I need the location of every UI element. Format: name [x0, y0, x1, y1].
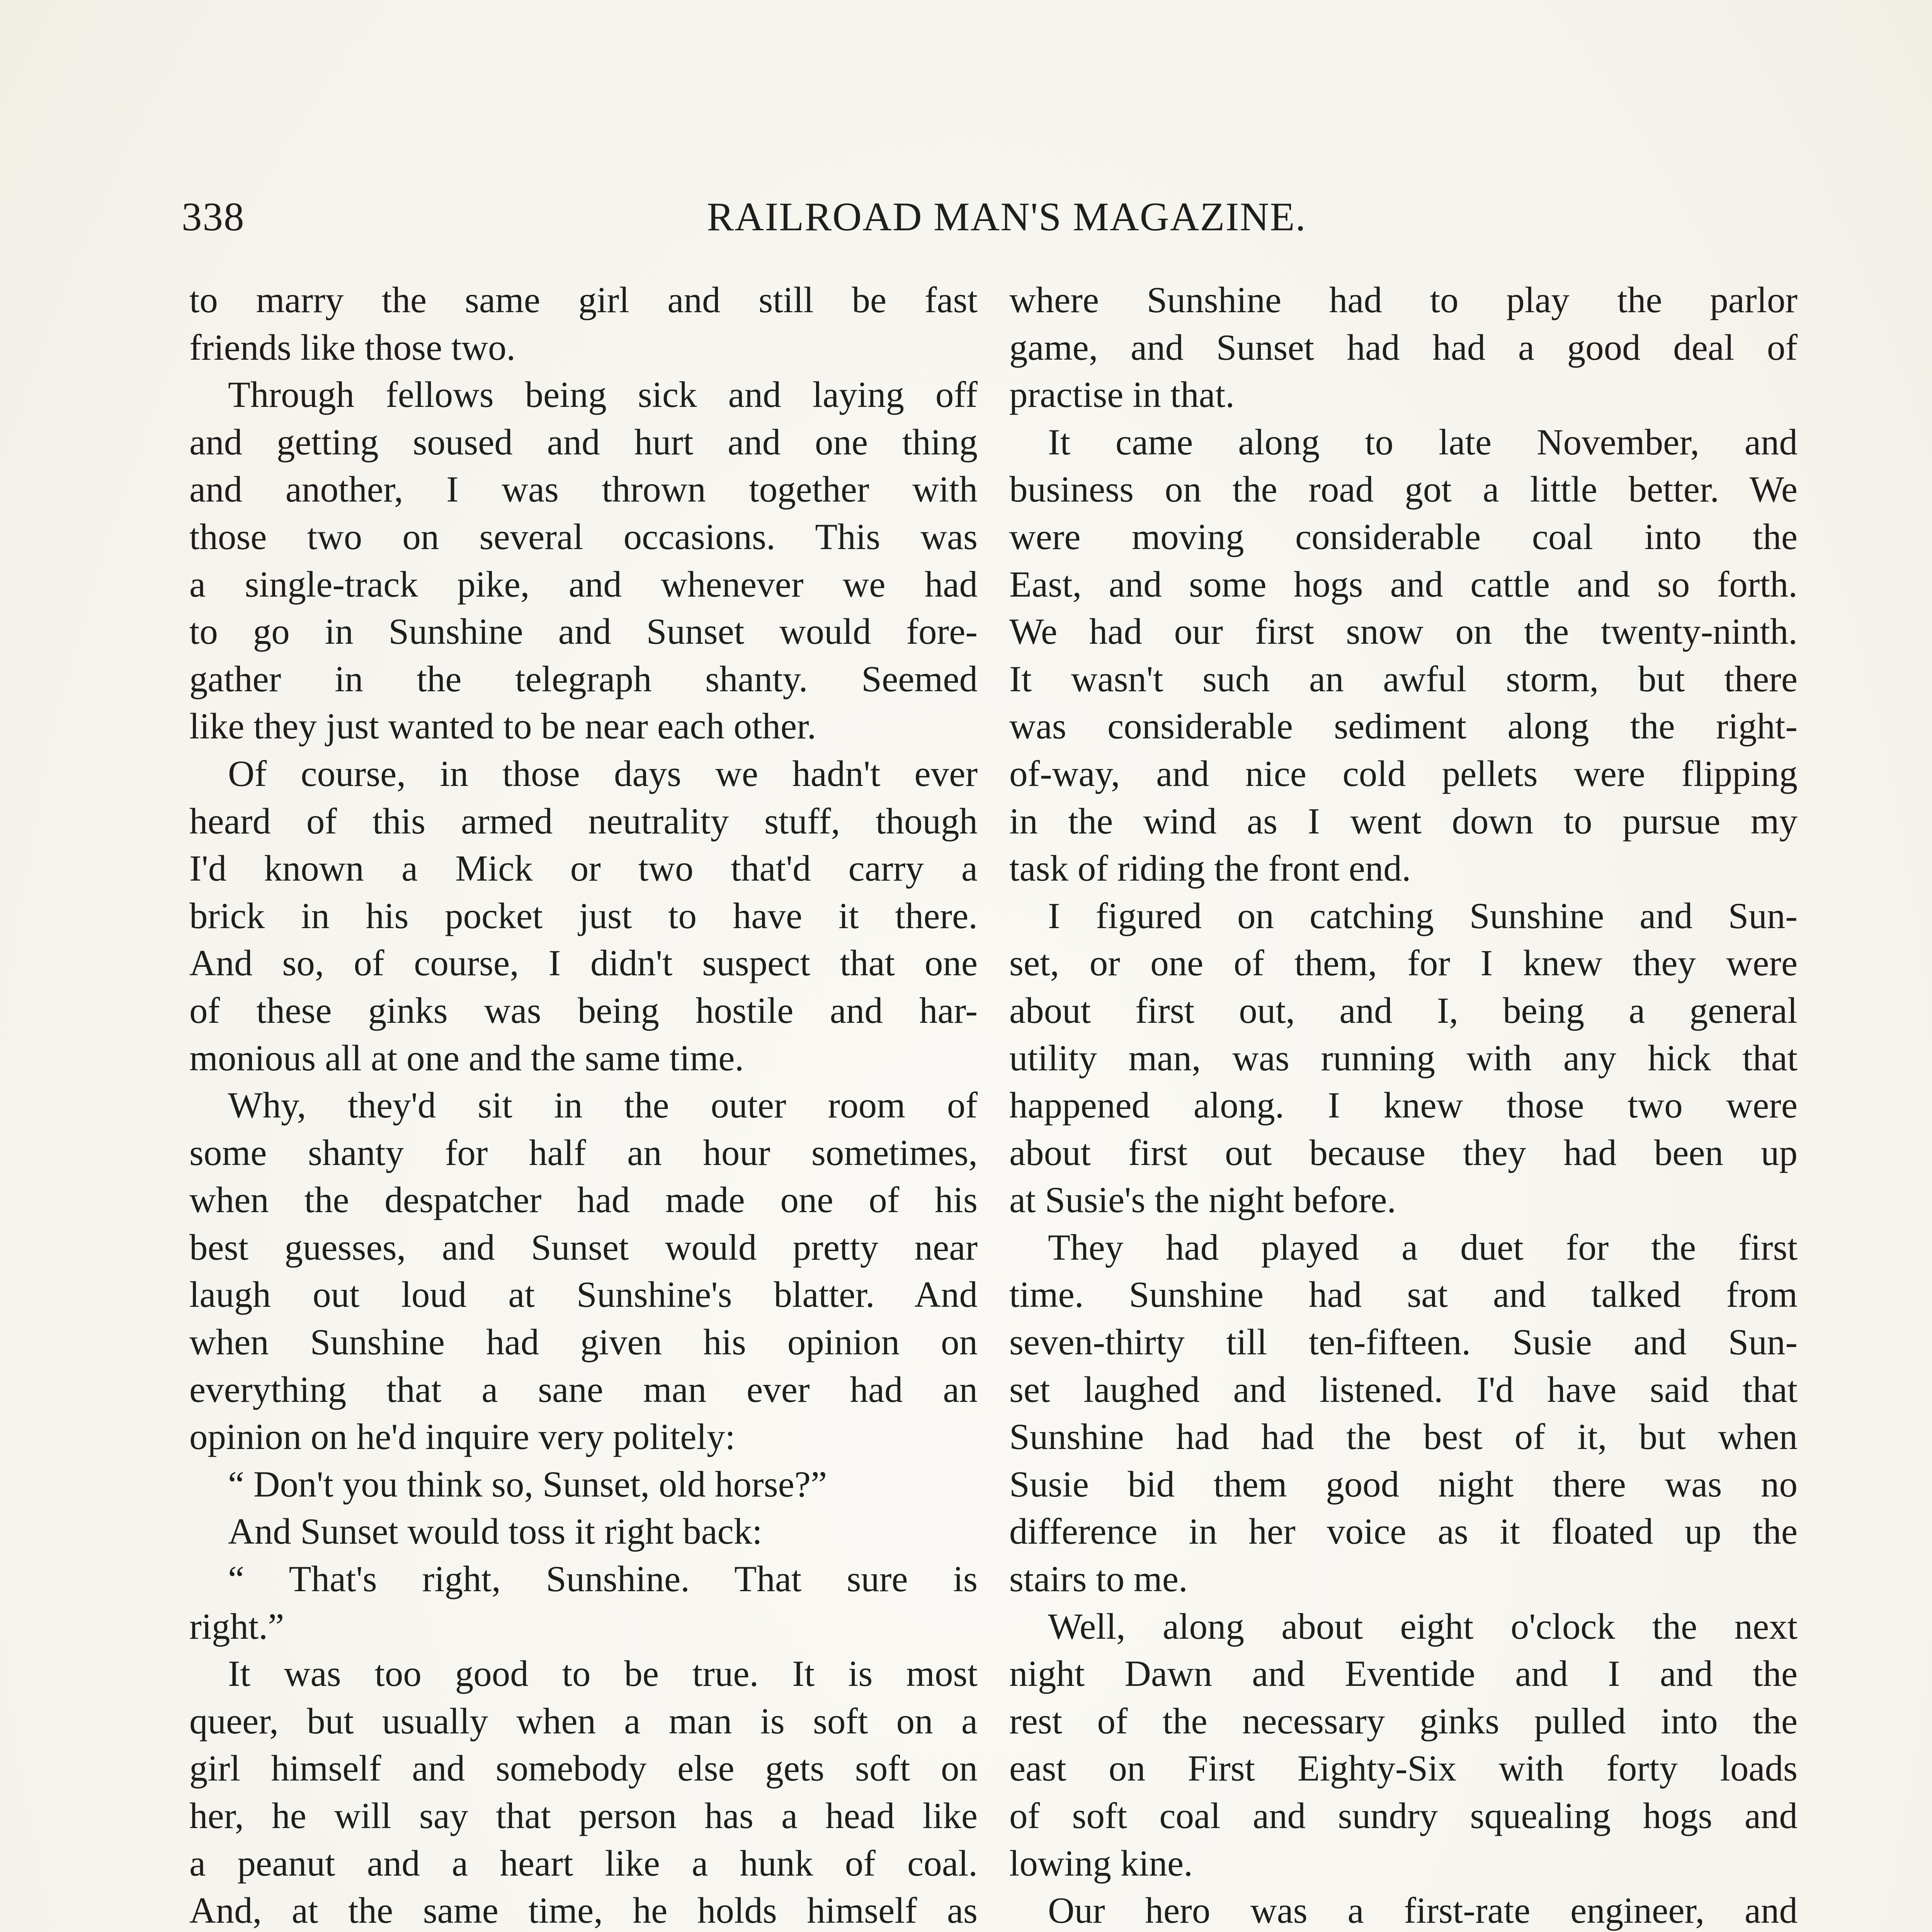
text-line: like they just wanted to be near each other.: [189, 706, 816, 747]
left-text-column: [189, 276, 978, 1932]
text-line: some shanty for half an hour sometimes,: [189, 1132, 978, 1173]
text-line: of these ginks was being hostile and har-: [189, 990, 978, 1031]
text-line: We had our first snow on the twenty-ninth.: [1009, 611, 1798, 652]
text-line: rest of the necessary ginks pulled into the: [1009, 1700, 1798, 1742]
text-line: about first out, and I, being a general: [1009, 990, 1798, 1031]
text-line: difference in her voice as it floated up the: [1009, 1511, 1798, 1552]
text-line: set laughed and listened. I'd have said that: [1009, 1369, 1798, 1410]
text-line: And, at the same time, he holds himself as: [189, 1890, 978, 1931]
page-number: 338: [182, 194, 245, 239]
text-line: night Dawn and Eventide and I and the: [1009, 1653, 1798, 1694]
text-line: her, he will say that person has a head like: [189, 1795, 978, 1836]
text-line: Through fellows being sick and laying off: [228, 374, 978, 415]
text-line: heard of this armed neutrality stuff, though: [189, 800, 978, 842]
text-line: It wasn't such an awful storm, but there: [1009, 658, 1798, 699]
text-line: right.”: [189, 1605, 284, 1647]
text-line: in the wind as I went down to pursue my: [1009, 800, 1798, 842]
text-line: business on the road got a little better. We: [1009, 469, 1798, 510]
text-line: task of riding the front end.: [1009, 848, 1411, 889]
text-line: was considerable sediment along the right-: [1009, 706, 1798, 747]
text-line: where Sunshine had to play the parlor: [1009, 279, 1798, 320]
text-line: when Sunshine had given his opinion on: [189, 1321, 978, 1363]
text-line: friends like those two.: [189, 327, 516, 368]
text-line: game, and Sunset had had a good deal of: [1009, 327, 1798, 368]
text-line: Well, along about eight o'clock the next: [1048, 1605, 1798, 1647]
text-line: were moving considerable coal into the: [1009, 516, 1798, 557]
text-line: to marry the same girl and still be fast: [189, 279, 978, 320]
text-line: utility man, was running with any hick that: [1009, 1037, 1798, 1078]
text-line: “ That's right, Sunshine. That sure is: [228, 1558, 978, 1600]
text-line: They had played a duet for the first: [1048, 1226, 1798, 1268]
text-line: a peanut and a heart like a hunk of coal.: [189, 1842, 978, 1884]
text-line: those two on several occasions. This was: [189, 516, 978, 557]
text-line: when the despatcher had made one of his: [189, 1179, 978, 1221]
text-line: brick in his pocket just to have it there.: [189, 895, 978, 936]
text-line: opinion on he'd inquire very politely:: [189, 1416, 735, 1458]
text-line: and getting soused and hurt and one thing: [189, 421, 978, 463]
text-line: East, and some hogs and cattle and so forth.: [1009, 563, 1798, 605]
text-line: set, or one of them, for I knew they were: [1009, 942, 1798, 984]
text-line: girl himself and somebody else gets soft on: [189, 1748, 978, 1789]
text-line: And so, of course, I didn't suspect that one: [189, 942, 978, 984]
text-line: time. Sunshine had sat and talked from: [1009, 1274, 1798, 1315]
text-line: to go in Sunshine and Sunset would fore-: [189, 611, 978, 652]
text-line: east on First Eighty-Six with forty loads: [1009, 1748, 1798, 1789]
text-line: laugh out loud at Sunshine's blatter. And: [189, 1274, 978, 1315]
text-line: I'd known a Mick or two that'd carry a: [189, 848, 978, 889]
text-line: at Susie's the night before.: [1009, 1179, 1396, 1221]
text-line: I figured on catching Sunshine and Sun-: [1048, 895, 1798, 936]
page-header: [182, 182, 1785, 251]
text-line: monious all at one and the same time.: [189, 1037, 744, 1078]
text-line: lowing kine.: [1009, 1842, 1193, 1884]
text-line: Susie bid them good night there was no: [1009, 1463, 1798, 1505]
text-line: And Sunset would toss it right back:: [228, 1511, 762, 1552]
text-line: gather in the telegraph shanty. Seemed: [189, 658, 978, 699]
text-line: and another, I was thrown together with: [189, 469, 978, 510]
text-line: Why, they'd sit in the outer room of: [228, 1085, 978, 1126]
text-line: seven-thirty till ten-fifteen. Susie and Sun-: [1009, 1321, 1798, 1363]
text-line: of-way, and nice cold pellets were flipping: [1009, 753, 1798, 794]
text-line: practise in that.: [1009, 374, 1235, 415]
text-line: of soft coal and sundry squealing hogs and: [1009, 1795, 1798, 1836]
text-line: Of course, in those days we hadn't ever: [228, 753, 978, 794]
text-line: Our hero was a first-rate engineer, and: [1048, 1890, 1798, 1931]
text-line: It was too good to be true. It is most: [228, 1653, 978, 1694]
right-text-column: [1009, 276, 1798, 1932]
text-line: happened along. I knew those two were: [1009, 1085, 1798, 1126]
text-line: everything that a sane man ever had an: [189, 1369, 978, 1410]
text-line: queer, but usually when a man is soft on a: [189, 1700, 978, 1742]
text-line: best guesses, and Sunset would pretty near: [189, 1226, 978, 1268]
text-line: stairs to me.: [1009, 1558, 1188, 1600]
text-line: a single-track pike, and whenever we had: [189, 563, 978, 605]
text-line: It came along to late November, and: [1048, 421, 1798, 463]
text-line: “ Don't you think so, Sunset, old horse?”: [228, 1463, 827, 1505]
running-title: RAILROAD MAN'S MAGAZINE.: [707, 194, 1306, 239]
text-line: about first out because they had been up: [1009, 1132, 1798, 1173]
text-line: Sunshine had had the best of it, but when: [1009, 1416, 1798, 1458]
